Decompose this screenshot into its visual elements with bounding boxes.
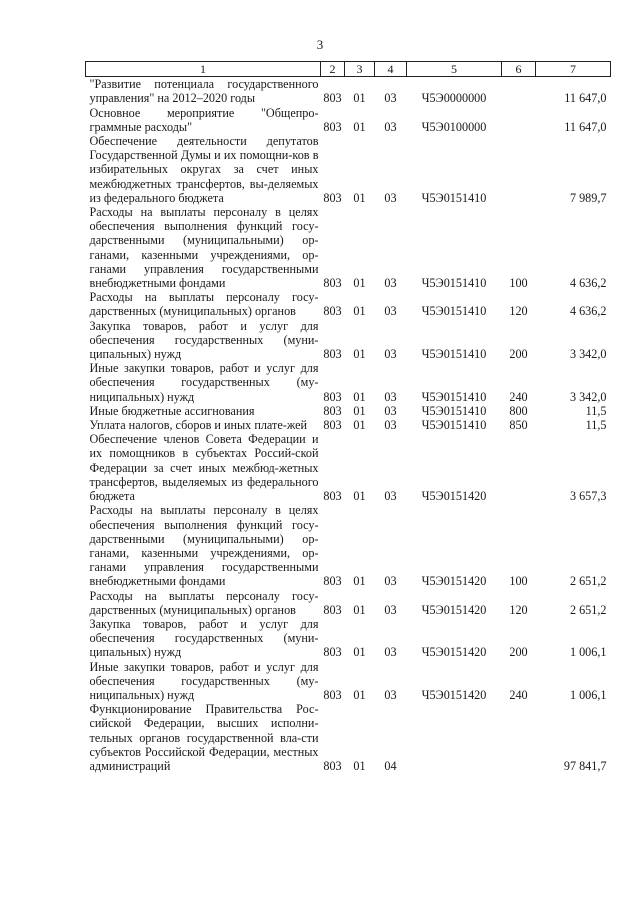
row-amount-cell: 7 989,7 (569, 190, 607, 205)
row-section-cell: 01 (353, 645, 366, 660)
row-expense-type-cell: 120 (509, 602, 528, 617)
row-target-article-cell: Ч5Э0000000 (421, 91, 487, 106)
row-expense-type-cell: 100 (509, 574, 528, 589)
row-name-cell: Основное мероприятие "Общепро-граммные расходы" (89, 105, 319, 134)
row-section-cell: 01 (353, 758, 366, 773)
row-name-cell: Расходы на выплаты персоналу госу-дарственных (муниципальных) органов (89, 588, 319, 617)
row-name-cell: Закупка товаров, работ и услуг для обеспечения государственных (муни-ципальных) нужд (89, 616, 319, 660)
row-amount-cell: 2 651,2 (569, 602, 607, 617)
row-name-cell: "Развитие потенциала государственного управления" на 2012–2020 годы (89, 77, 319, 106)
row-section-cell: 01 (353, 91, 366, 106)
row-subsection-cell: 03 (384, 602, 397, 617)
row-admin-code-cell: 803 (323, 758, 342, 773)
header-col-2: 2 (321, 62, 345, 77)
header-col-3: 3 (345, 62, 375, 77)
table-row (86, 432, 611, 503)
table-row (86, 319, 611, 362)
row-name-cell: Закупка товаров, работ и услуг для обеспечения государственных (муни-ципальных) нужд (89, 318, 319, 362)
table-row (86, 589, 611, 617)
budget-table (85, 61, 611, 773)
row-section-cell: 01 (353, 602, 366, 617)
row-name-cell: Функционирование Правительства Рос-сийской Федерации, высших исполни-тельных органов государственной вла-сти субъектов Российской Федерации, местных администраций (89, 702, 319, 773)
row-expense-type-cell: 100 (509, 276, 528, 291)
row-admin-code-cell: 803 (323, 687, 342, 702)
row-admin-code-cell: 803 (323, 91, 342, 106)
row-amount-cell: 3 657,3 (569, 489, 607, 504)
table-row (86, 404, 611, 418)
table-row (86, 134, 611, 205)
row-expense-type-cell (502, 702, 536, 773)
row-section-cell: 01 (353, 304, 366, 319)
row-name-cell: Иные закупки товаров, работ и услуг для обеспечения государственных (му-ниципальных) нужд (89, 361, 319, 404)
row-target-article-cell: Ч5Э0151410 (421, 389, 487, 404)
row-amount-cell: 97 841,7 (563, 758, 607, 773)
row-target-article-cell: Ч5Э0151410 (421, 403, 487, 418)
row-target-article-cell: Ч5Э0151410 (421, 347, 487, 362)
table-row (86, 106, 611, 134)
row-expense-type-cell: 850 (509, 418, 528, 433)
row-target-article-cell: Ч5Э0151420 (421, 687, 487, 702)
row-section-cell: 01 (353, 489, 366, 504)
table-row (86, 418, 611, 432)
row-admin-code-cell: 803 (323, 489, 342, 504)
row-section-cell: 01 (353, 418, 366, 433)
row-target-article-cell: Ч5Э0151420 (421, 489, 487, 504)
row-target-article-cell: Ч5Э0151420 (421, 602, 487, 617)
row-admin-code-cell: 803 (323, 403, 342, 418)
row-target-article-cell (407, 702, 502, 773)
row-expense-type-cell: 800 (509, 403, 528, 418)
row-name-cell: Расходы на выплаты персоналу в целях обеспечения выполнения функций госу-дарственными (муниципальными) ор-ганами, казенными учреждениями, ор-ганами управления государственными внебюджетными фондами (89, 205, 319, 291)
row-amount-cell: 2 651,2 (569, 574, 607, 589)
row-subsection-cell: 04 (384, 758, 397, 773)
row-subsection-cell: 03 (384, 403, 397, 418)
row-name-cell: Уплата налогов, сборов и иных плате-жей (89, 418, 308, 433)
row-admin-code-cell: 803 (323, 347, 342, 362)
table-row (86, 361, 611, 404)
row-subsection-cell: 03 (384, 276, 397, 291)
row-expense-type-cell: 200 (509, 645, 528, 660)
table-header (86, 62, 611, 77)
row-name-cell: Обеспечение деятельности депутатов Государственной Думы и их помощни-ков в избирательных округах за счет иных межбюджетных трансфертов, вы-деляемых из федерального бюджета (89, 134, 319, 205)
row-expense-type-cell (502, 77, 536, 106)
row-amount-cell: 4 636,2 (569, 304, 607, 319)
row-expense-type-cell: 240 (509, 389, 528, 404)
table-row (86, 503, 611, 588)
row-amount-cell: 1 006,1 (569, 687, 607, 702)
row-expense-type-cell: 120 (509, 304, 528, 319)
row-target-article-cell: Ч5Э0151410 (421, 418, 487, 433)
row-subsection-cell: 03 (384, 687, 397, 702)
row-expense-type-cell (502, 432, 536, 503)
row-subsection-cell: 03 (384, 304, 397, 319)
row-section-cell: 01 (353, 190, 366, 205)
row-name-cell: Обеспечение членов Совета Федерации и их помощников в субъектах Россий-ской Федерации за счет иных межбюд-жетных трансфертов, выделяемых из федерального бюджета (89, 432, 319, 504)
table-row (86, 702, 611, 773)
row-section-cell: 01 (353, 276, 366, 291)
row-admin-code-cell: 803 (323, 574, 342, 589)
row-expense-type-cell: 240 (509, 687, 528, 702)
row-subsection-cell: 03 (384, 645, 397, 660)
row-section-cell: 01 (353, 389, 366, 404)
header-col-7: 7 (536, 62, 611, 77)
row-subsection-cell: 03 (384, 574, 397, 589)
row-target-article-cell: Ч5Э0151410 (421, 304, 487, 319)
row-section-cell: 01 (353, 119, 366, 134)
row-subsection-cell: 03 (384, 91, 397, 106)
row-name-cell: Иные закупки товаров, работ и услуг для обеспечения государственных (му-ниципальных) нужд (89, 659, 319, 702)
row-section-cell: 01 (353, 687, 366, 702)
header-row (86, 62, 611, 77)
row-amount-cell: 1 006,1 (569, 645, 607, 660)
row-subsection-cell: 03 (384, 418, 397, 433)
row-admin-code-cell: 803 (323, 304, 342, 319)
row-section-cell: 01 (353, 574, 366, 589)
row-subsection-cell: 03 (384, 389, 397, 404)
row-amount-cell: 11,5 (585, 403, 607, 418)
row-admin-code-cell: 803 (323, 389, 342, 404)
row-target-article-cell: Ч5Э0100000 (421, 119, 487, 134)
row-target-article-cell: Ч5Э0151410 (421, 276, 487, 291)
row-subsection-cell: 03 (384, 119, 397, 134)
row-subsection-cell: 03 (384, 347, 397, 362)
page-number: 3 (316, 37, 324, 52)
table-row (86, 617, 611, 660)
row-subsection-cell: 03 (384, 190, 397, 205)
row-section-cell: 01 (353, 403, 366, 418)
row-amount-cell: 3 342,0 (569, 389, 607, 404)
row-name-cell: Расходы на выплаты персоналу в целях обеспечения выполнения функций госу-дарственными (муниципальными) ор-ганами, казенными учреждениями, ор-ганами управления государственными внебюджетными фондами (89, 503, 319, 589)
header-col-6: 6 (502, 62, 536, 77)
table-row (86, 660, 611, 703)
row-amount-cell: 11 647,0 (564, 91, 607, 106)
row-amount-cell: 3 342,0 (569, 347, 607, 362)
table-row (86, 290, 611, 318)
table-body (86, 77, 611, 773)
table-row (86, 77, 611, 106)
row-subsection-cell: 03 (384, 489, 397, 504)
row-target-article-cell: Ч5Э0151420 (421, 645, 487, 660)
row-expense-type-cell (502, 106, 536, 134)
row-amount-cell: 4 636,2 (569, 276, 607, 291)
row-target-article-cell: Ч5Э0151410 (421, 190, 487, 205)
row-admin-code-cell: 803 (323, 418, 342, 433)
row-admin-code-cell: 803 (323, 602, 342, 617)
row-name-cell: Расходы на выплаты персоналу госу-дарственных (муниципальных) органов (89, 290, 319, 319)
row-admin-code-cell: 803 (323, 645, 342, 660)
header-col-5: 5 (407, 62, 502, 77)
row-amount-cell: 11 647,0 (564, 119, 607, 134)
row-name-cell: Иные бюджетные ассигнования (89, 403, 255, 418)
row-admin-code-cell: 803 (323, 119, 342, 134)
row-admin-code-cell: 803 (323, 276, 342, 291)
row-expense-type-cell: 200 (509, 347, 528, 362)
table-row (86, 205, 611, 290)
header-col-4: 4 (375, 62, 407, 77)
row-section-cell: 01 (353, 347, 366, 362)
header-col-1: 1 (86, 62, 321, 77)
row-admin-code-cell: 803 (323, 190, 342, 205)
row-amount-cell: 11,5 (585, 418, 607, 433)
row-expense-type-cell (502, 134, 536, 205)
row-target-article-cell: Ч5Э0151420 (421, 574, 487, 589)
